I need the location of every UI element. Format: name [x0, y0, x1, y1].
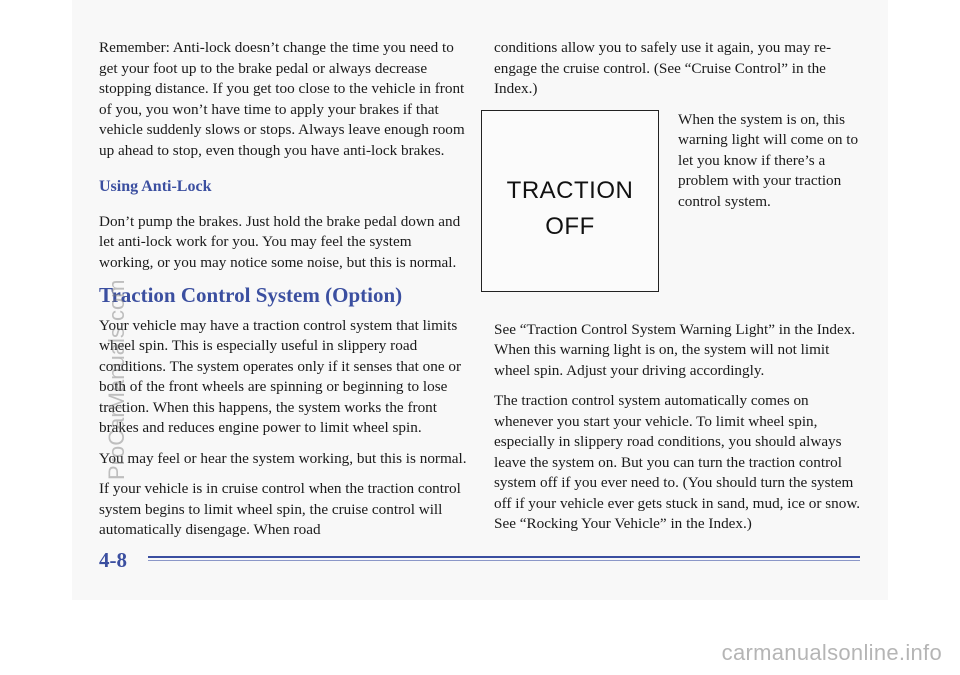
left-column — [99, 38, 467, 551]
warning-light-line1: TRACTION — [506, 176, 634, 204]
warning-light-block — [494, 110, 864, 306]
paragraph-cruise-control: If your vehicle is in cruise control when the traction control system begins to limit wheel spin, the cruise control will automatically disengage. When road — [99, 480, 461, 538]
subhead-using-antilock: Using Anti-Lock — [99, 178, 212, 195]
right-column — [494, 38, 864, 545]
warning-light-description: When the system is on, this warning light will come on to let you know if there’s a problem with your traction control system. — [678, 110, 859, 210]
paragraph-traction-intro: Your vehicle may have a traction control system that limits wheel spin. This is especially useful in slippery road conditions. The system operates only if it senses that one or both of the front wheels are spinning or beginning to lose traction. When this happens, the system works the front brakes and reduces engine power to limit wheel spin. — [99, 316, 462, 436]
paragraph-cruise-reengage: conditions allow you to safely use it again, you may re-engage the cruise control. (See “Cruise Control” in the Index.) — [494, 39, 832, 97]
footer-rule — [148, 556, 860, 561]
section-title-traction-control: Traction Control System (Option) — [99, 283, 403, 307]
warning-light-line2: OFF — [545, 212, 595, 240]
paragraph-using-antilock: Don’t pump the brakes. Just hold the brake pedal down and let anti-lock work for you. You may feel the system working, or you may notice some noise, but this is normal. — [99, 212, 461, 271]
watermark-side-text: ProCarManuals.com — [104, 279, 129, 480]
page-number: 4-8 — [99, 548, 127, 572]
watermark-site-text: carmanualsonline.info — [721, 640, 942, 665]
paragraph-system-on-off: The traction control system automatically comes on whenever you start your vehicle. To limit wheel spin, especially in slippery road conditions, you should always leave the system on. But you can turn the traction control system off if you ever need to. (You should turn the system off if your vehicle ever gets stuck in sand, mud, ice or snow. See “Rocking Your Vehicle” in the Index.) — [494, 392, 861, 532]
paragraph-normal-feel: You may feel or hear the system working, but this is normal. — [99, 449, 467, 467]
paragraph-warning-light-ref: See “Traction Control System Warning Light” in the Index. When this warning light is on, the system will not limit wheel spin. Adjust your driving accordingly. — [494, 320, 856, 379]
traction-off-warning-light-icon — [481, 110, 659, 292]
paragraph-antilock-reminder: Remember: Anti-lock doesn’t change the time you need to get your foot up to the brake pedal or always decrease stopping distance. If you get too close to the vehicle in front of you, you won’t have time to apply your brakes if that vehicle suddenly slows or stops. Always leave enough room up ahead to stop, even though you have anti-lock brakes. — [99, 39, 465, 159]
